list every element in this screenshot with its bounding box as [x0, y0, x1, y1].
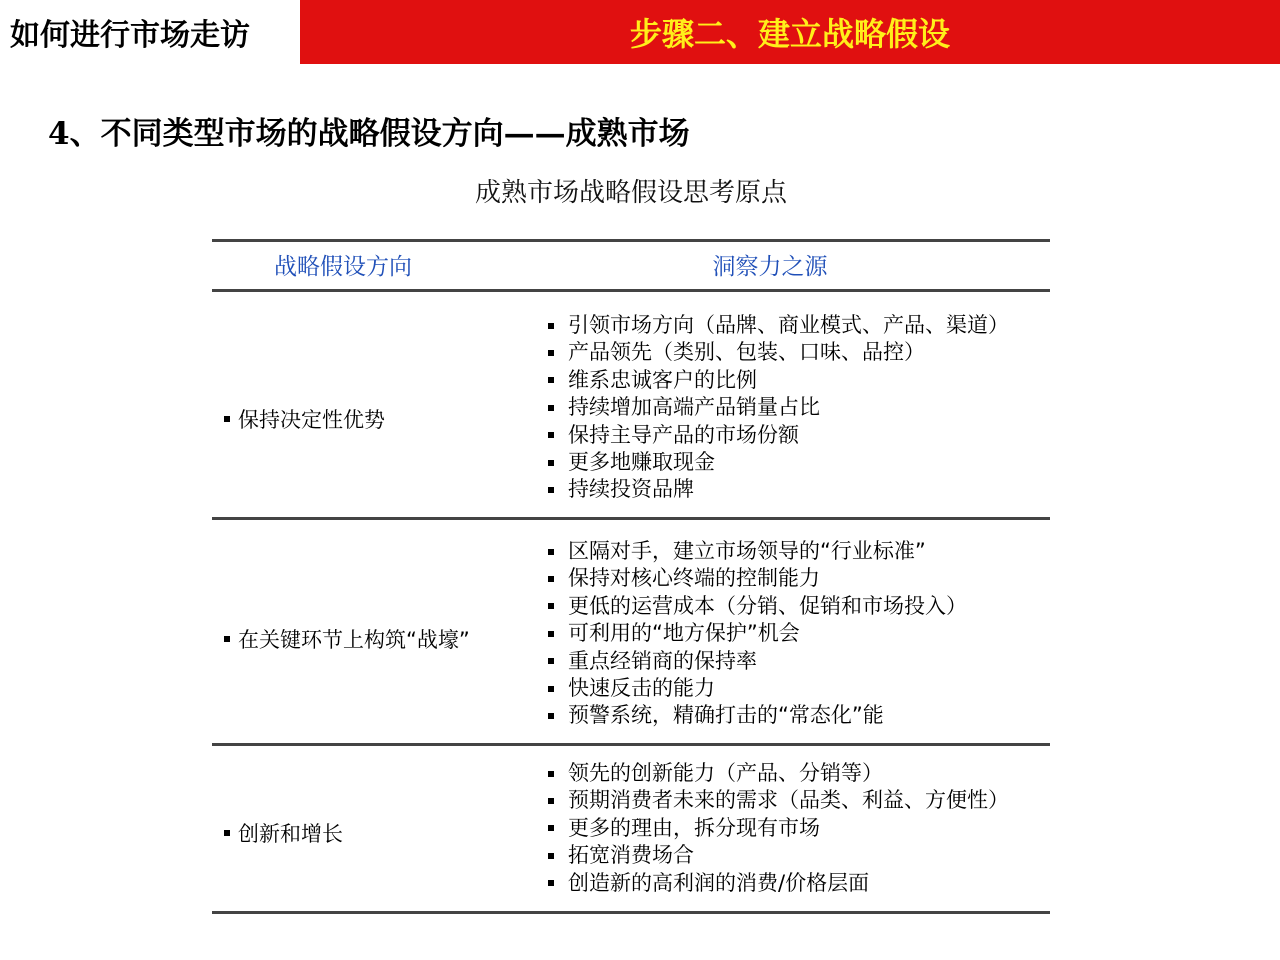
row-direction-3: [224, 818, 343, 848]
step-banner: 步骤二、建立战略假设: [300, 0, 1280, 64]
column-header-direction: 战略假设方向: [274, 254, 412, 280]
list-item: [548, 538, 967, 565]
bullet-icon: [548, 323, 554, 329]
list-item: [548, 675, 967, 702]
list-item: [548, 476, 1009, 503]
insight-text: 拓宽消费场合: [568, 843, 694, 868]
insight-text: 可利用的“地方保护”机会: [568, 621, 800, 646]
insight-text: 预警系统，精确打击的“常态化”能: [568, 703, 884, 728]
bullet-icon: [224, 416, 230, 422]
insight-text: 区隔对手，建立市场领导的“行业标准”: [568, 539, 926, 563]
bullet-icon: [548, 658, 554, 664]
insight-text: 更低的运营成本（分销、促销和市场投入）: [568, 593, 967, 618]
list-item: [548, 394, 1009, 421]
bullet-icon: [548, 631, 554, 637]
insight-text: 领先的创新能力（产品、分销等）: [568, 761, 883, 785]
bullet-icon: [548, 432, 554, 438]
row-direction-label: 保持决定性优势: [238, 408, 385, 432]
bullet-icon: [548, 350, 554, 356]
row-direction-label: 在关键环节上构筑“战壕”: [238, 628, 470, 652]
list-item: [548, 620, 967, 647]
list-item: [548, 593, 967, 620]
row-direction-1: [224, 404, 385, 434]
insight-text: 持续投资品牌: [568, 477, 694, 502]
bullet-icon: [548, 880, 554, 886]
bullet-icon: [548, 771, 554, 777]
bullet-icon: [548, 405, 554, 411]
list-item: [548, 449, 1009, 476]
insight-text: 更多地赚取现金: [568, 449, 715, 474]
insight-text: 保持主导产品的市场份额: [568, 422, 799, 447]
row-insights-3: [548, 760, 1009, 897]
list-item: [548, 339, 1009, 366]
list-item: [548, 815, 1009, 842]
list-item: [548, 367, 1009, 394]
list-item: [548, 312, 1009, 339]
table-bottom-rule: [212, 911, 1050, 914]
bullet-icon: [548, 853, 554, 859]
list-item: [548, 842, 1009, 869]
insight-text: 产品领先（类别、包装、口味、品控）: [568, 340, 925, 365]
row-direction-2: [224, 624, 470, 654]
insight-text: 预期消费者未来的需求（品类、利益、方便性）: [568, 788, 1009, 813]
column-header-insights: 洞察力之源: [712, 254, 828, 280]
bullet-icon: [548, 603, 554, 609]
bullet-icon: [224, 830, 230, 836]
insight-text: 持续增加高端产品销量占比: [568, 395, 820, 420]
bullet-icon: [548, 377, 554, 383]
bullet-icon: [224, 636, 230, 642]
insight-text: 重点经销商的保持率: [568, 648, 757, 673]
bullet-icon: [548, 686, 554, 692]
bullet-icon: [548, 460, 554, 466]
list-item: [548, 870, 1009, 897]
list-item: [548, 422, 1009, 449]
row-direction-label: 创新和增长: [238, 822, 343, 846]
list-item: [548, 702, 967, 729]
insight-text: 快速反击的能力: [568, 675, 715, 700]
bullet-icon: [548, 798, 554, 804]
bullet-icon: [548, 713, 554, 719]
insight-text: 引领市场方向（品牌、商业模式、产品、渠道）: [568, 313, 1009, 337]
table-title: 成熟市场战略假设思考原点: [474, 178, 787, 208]
row-insights-1: [548, 312, 1009, 504]
insight-text: 保持对核心终端的控制能力: [568, 566, 820, 591]
header-bottom-rule: [212, 289, 1050, 292]
insight-text: 更多的理由，拆分现有市场: [568, 815, 820, 840]
table-top-rule: [212, 239, 1050, 242]
row-insights-2: [548, 538, 967, 730]
bullet-icon: [548, 487, 554, 493]
row-divider-1: [212, 517, 1050, 520]
list-item: [548, 565, 967, 592]
list-item: [548, 787, 1009, 814]
section-title: 4、不同类型市场的战略假设方向——成熟市场: [48, 116, 690, 152]
list-item: [548, 760, 1009, 787]
deck-title: 如何进行市场走访: [10, 18, 250, 53]
insight-text: 创造新的高利润的消费/价格层面: [568, 870, 870, 895]
bullet-icon: [548, 825, 554, 831]
list-item: [548, 648, 967, 675]
row-divider-2: [212, 743, 1050, 746]
insight-text: 维系忠诚客户的比例: [568, 367, 757, 392]
bullet-icon: [548, 576, 554, 582]
bullet-icon: [548, 549, 554, 555]
